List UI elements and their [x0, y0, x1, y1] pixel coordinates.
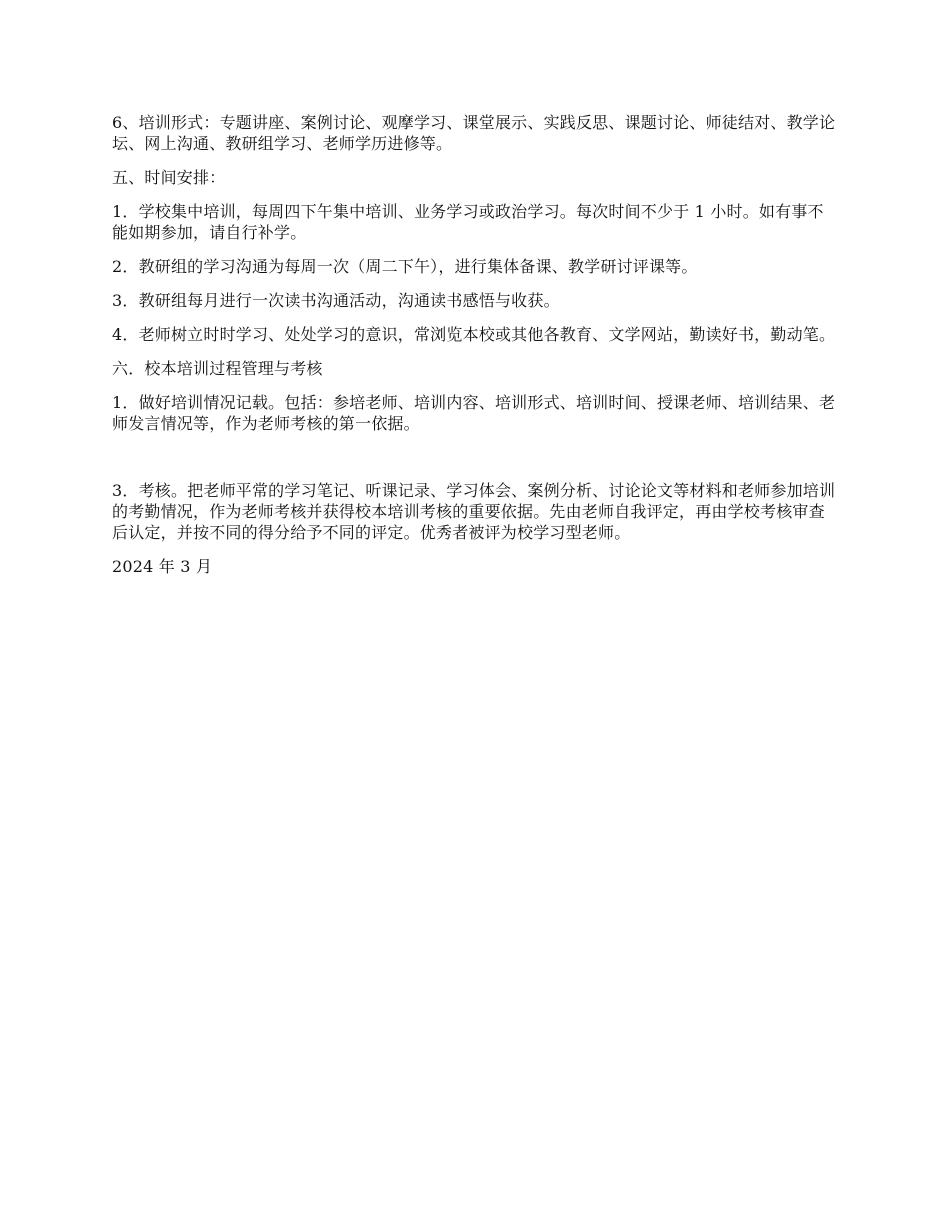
paragraph-training-records: 1．做好培训情况记载。包括：参培老师、培训内容、培训形式、培训时间、授课老师、培训结果、老师发言情况等，作为老师考核的第一依据。	[112, 393, 836, 433]
paragraph-learning-awareness: 4．老师树立时时学习、处处学习的意识，常浏览本校或其他各教育、文学网站，勤读好书，勤动笔。	[112, 325, 836, 344]
paragraph-group-communication: 2．教研组的学习沟通为每周一次（周二下午），进行集体备课、教学研讨评课等。	[112, 257, 698, 276]
blank-gap	[112, 447, 838, 480]
paragraph-school-training: 1．学校集中培训，每周四下午集中培训、业务学习或政治学习。每次时间不少于 1 小时。如有事不能如期参加，请自行补学。	[112, 202, 824, 242]
paragraph-training-forms: 6、培训形式：专题讲座、案例讨论、观摩学习、课堂展示、实践反思、课题讨论、师徒结对、教学论坛、网上沟通、教研组学习、老师学历进修等。	[112, 113, 836, 153]
paragraph-reading-activity: 3．教研组每月进行一次读书沟通活动，沟通读书感悟与收获。	[112, 291, 560, 310]
document-date: 2024 年 3 月	[112, 557, 213, 576]
heading-process-management: 六．校本培训过程管理与考核	[112, 359, 323, 378]
paragraph-assessment: 3．考核。把老师平常的学习笔记、听课记录、学习体会、案例分析、讨论论文等材料和老师参加培训的考勤情况，作为老师考核并获得校本培训考核的重要依据。先由老师自我评定，再由学校考核审查后认定，并按不同的得分给予不同的评定。优秀者被评为校学习型老师。	[112, 481, 836, 542]
heading-time-schedule: 五、时间安排：	[112, 168, 226, 187]
